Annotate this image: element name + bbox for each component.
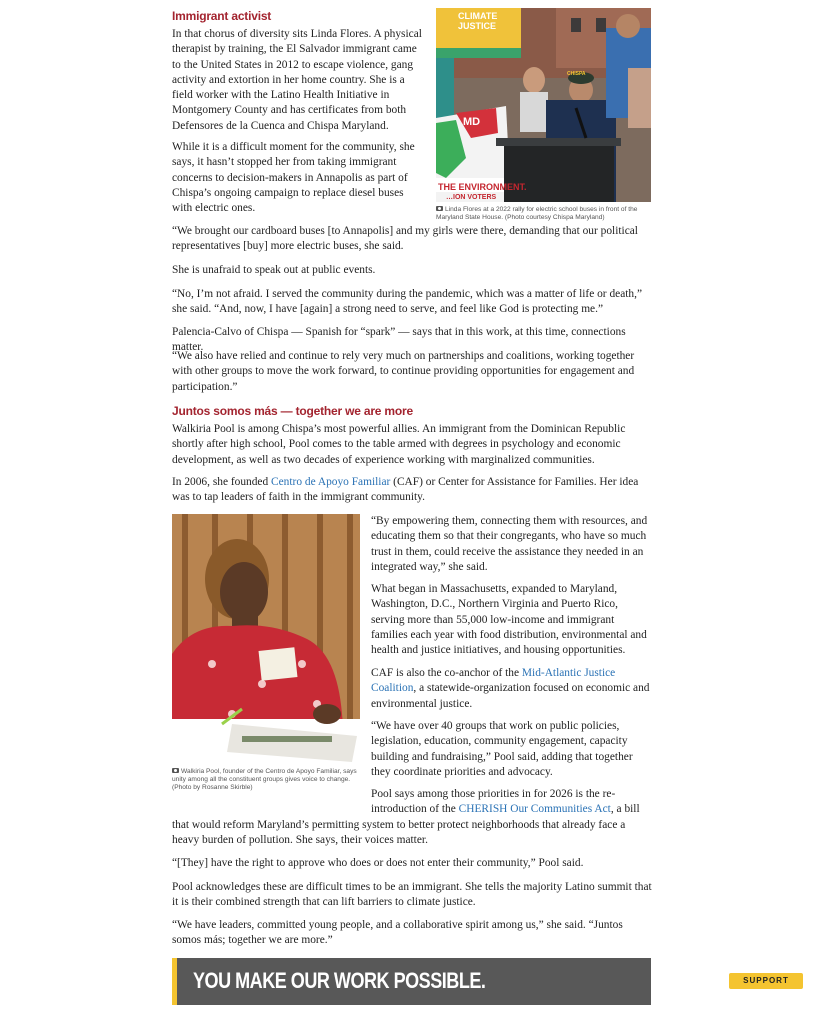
paragraph: “No, I’m not afraid. I served the community during the pandemic, which was a matter of life or death,” she said. “And, now, I have [again] a strong need to serve, and feel like God is protecting me.”	[172, 288, 643, 316]
centro-de-apoyo-familiar-link[interactable]: Centro de Apoyo Familiar	[271, 476, 391, 488]
paragraph: “We have over 40 groups that work on public policies, legislation, education, community engagement, capacity building and fundraising,” Pool said, adding that together they coordinate priorities and advocacy.	[371, 720, 633, 778]
rally-sign-md: MD	[463, 116, 481, 128]
rally-photo-caption	[436, 206, 648, 222]
paragraph: Walkiria Pool is among Chispa’s most powerful allies. An immigrant from the Dominican Republic shortly after high school, Pool comes to the table armed with degrees in psychology and economic development, as well as two decades of experience working with marginalized communities.	[172, 423, 626, 466]
paragraph: What began in Massachusetts, expanded to Maryland, Washington, D.C., Northern Virginia and Puerto Rico, serving more than 55,000 low-income and immigrant families each year with food distribution, environmental and health and justice initiatives, and housing opportunities.	[371, 583, 647, 657]
paragraph: “We have leaders, committed young people, and a collaborative spirit among us,” she said. “Juntos somos más; together we are more.”	[172, 919, 623, 947]
rally-sign-text: CLIMATE JUSTICE	[458, 11, 498, 31]
portrait-photo-illustration	[172, 514, 360, 764]
paragraph: “We brought our cardboard buses [to Annapolis] and my girls were there, demanding that our political representatives [buy] more electric buses, she said.	[172, 225, 638, 253]
support-button[interactable]: SUPPORT	[729, 973, 803, 989]
banner-accent-bar	[172, 958, 177, 1005]
rally-photo-illustration	[436, 8, 651, 202]
cherish-act-link[interactable]: CHERISH Our Communities Act	[458, 803, 611, 816]
paragraph: Pool says among those priorities in for 2026 is the re-introduction of the CHERISH Our Communities Act, a bill that would reform Maryland’s permitting system to better protect neighborhoods that already face a heavy burden of pollution. She says, their voices matter.	[172, 788, 640, 846]
caption-text: Walkiria Pool, founder of the Centro de Apoyo Familiar, says unity among all the constituent groups gives voice to change. (Photo by Rosanne Skirble)	[172, 768, 357, 792]
mid-atlantic-justice-coalition-link[interactable]: Mid-Atlantic Justice Coalition	[371, 667, 616, 695]
paragraph: In 2006, she founded Centro de Apoyo Familiar (CAF) or Center for Assistance for Families. Her idea was to tap leaders of faith in the immigrant community.	[172, 476, 639, 504]
camera-icon	[436, 206, 443, 211]
paragraph-wrap	[172, 787, 652, 848]
paragraph: “By empowering them, connecting them with resources, and educating them so that their congregants, who have so much trust in them, could receive the assistance they needed in an integrated way,” she said.	[371, 515, 648, 573]
rally-photo	[436, 8, 651, 202]
portrait-photo	[172, 514, 360, 764]
paragraph: CAF is also the co-anchor of the Mid-Atlantic Justice Coalition, a statewide-organization focused on economic and environmental justice.	[371, 667, 650, 710]
rally-sign-voters: …ION VOTERS	[446, 194, 497, 201]
paragraph: She is unafraid to speak out at public events.	[172, 264, 376, 276]
rally-hat-text: CHISPA	[567, 71, 586, 77]
caption-text: Linda Flores at a 2022 rally for electric school buses in front of the Maryland State House. (Photo courtesy Chispa Maryland)	[436, 206, 638, 222]
paragraph: “We also have relied and continue to rely very much on partnerships and coalitions, working together with other groups to move the work forward, to continue providing opportunities for engagement and participation.”	[172, 350, 635, 393]
paragraph: Palencia-Calvo of Chispa — Spanish for “spark” — says that in this work, at this time, connections matter.	[172, 326, 626, 354]
paragraph: In that chorus of diversity sits Linda Flores. A physical therapist by training, the El Salvador immigrant came to the United States in 2012 to escape violence, gang activity and extortion in her home country. She is a field worker with the Latino Health Initiative in Montgomery County and has certificates from both Defensores de la Cuenca and Chispa Maryland.	[172, 28, 422, 132]
paragraph: While it is a difficult moment for the community, she says, it hasn’t stopped her from taking immigrant concerns to decision-makers in Annapolis as part of Chispa’s ongoing campaign to replace diesel buses with electric ones.	[172, 141, 415, 215]
support-banner	[172, 958, 789, 1005]
section-heading-juntos-somos-mas: Juntos somos más — together we are more	[172, 404, 413, 418]
paragraph: “[They] have the right to approve who does or does not enter their community,” Pool said.	[172, 857, 584, 869]
banner-text: YOU MAKE OUR WORK POSSIBLE.	[193, 968, 486, 993]
paragraph: Pool acknowledges these are difficult times to be an immigrant. She tells the majority Latino summit that it is their combined strength that can lift barriers to climate justice.	[172, 881, 652, 909]
camera-icon	[172, 768, 179, 773]
rally-sign-environment: THE ENVIRONMENT.	[438, 182, 527, 192]
section-heading-immigrant-activist: Immigrant activist	[172, 9, 272, 23]
